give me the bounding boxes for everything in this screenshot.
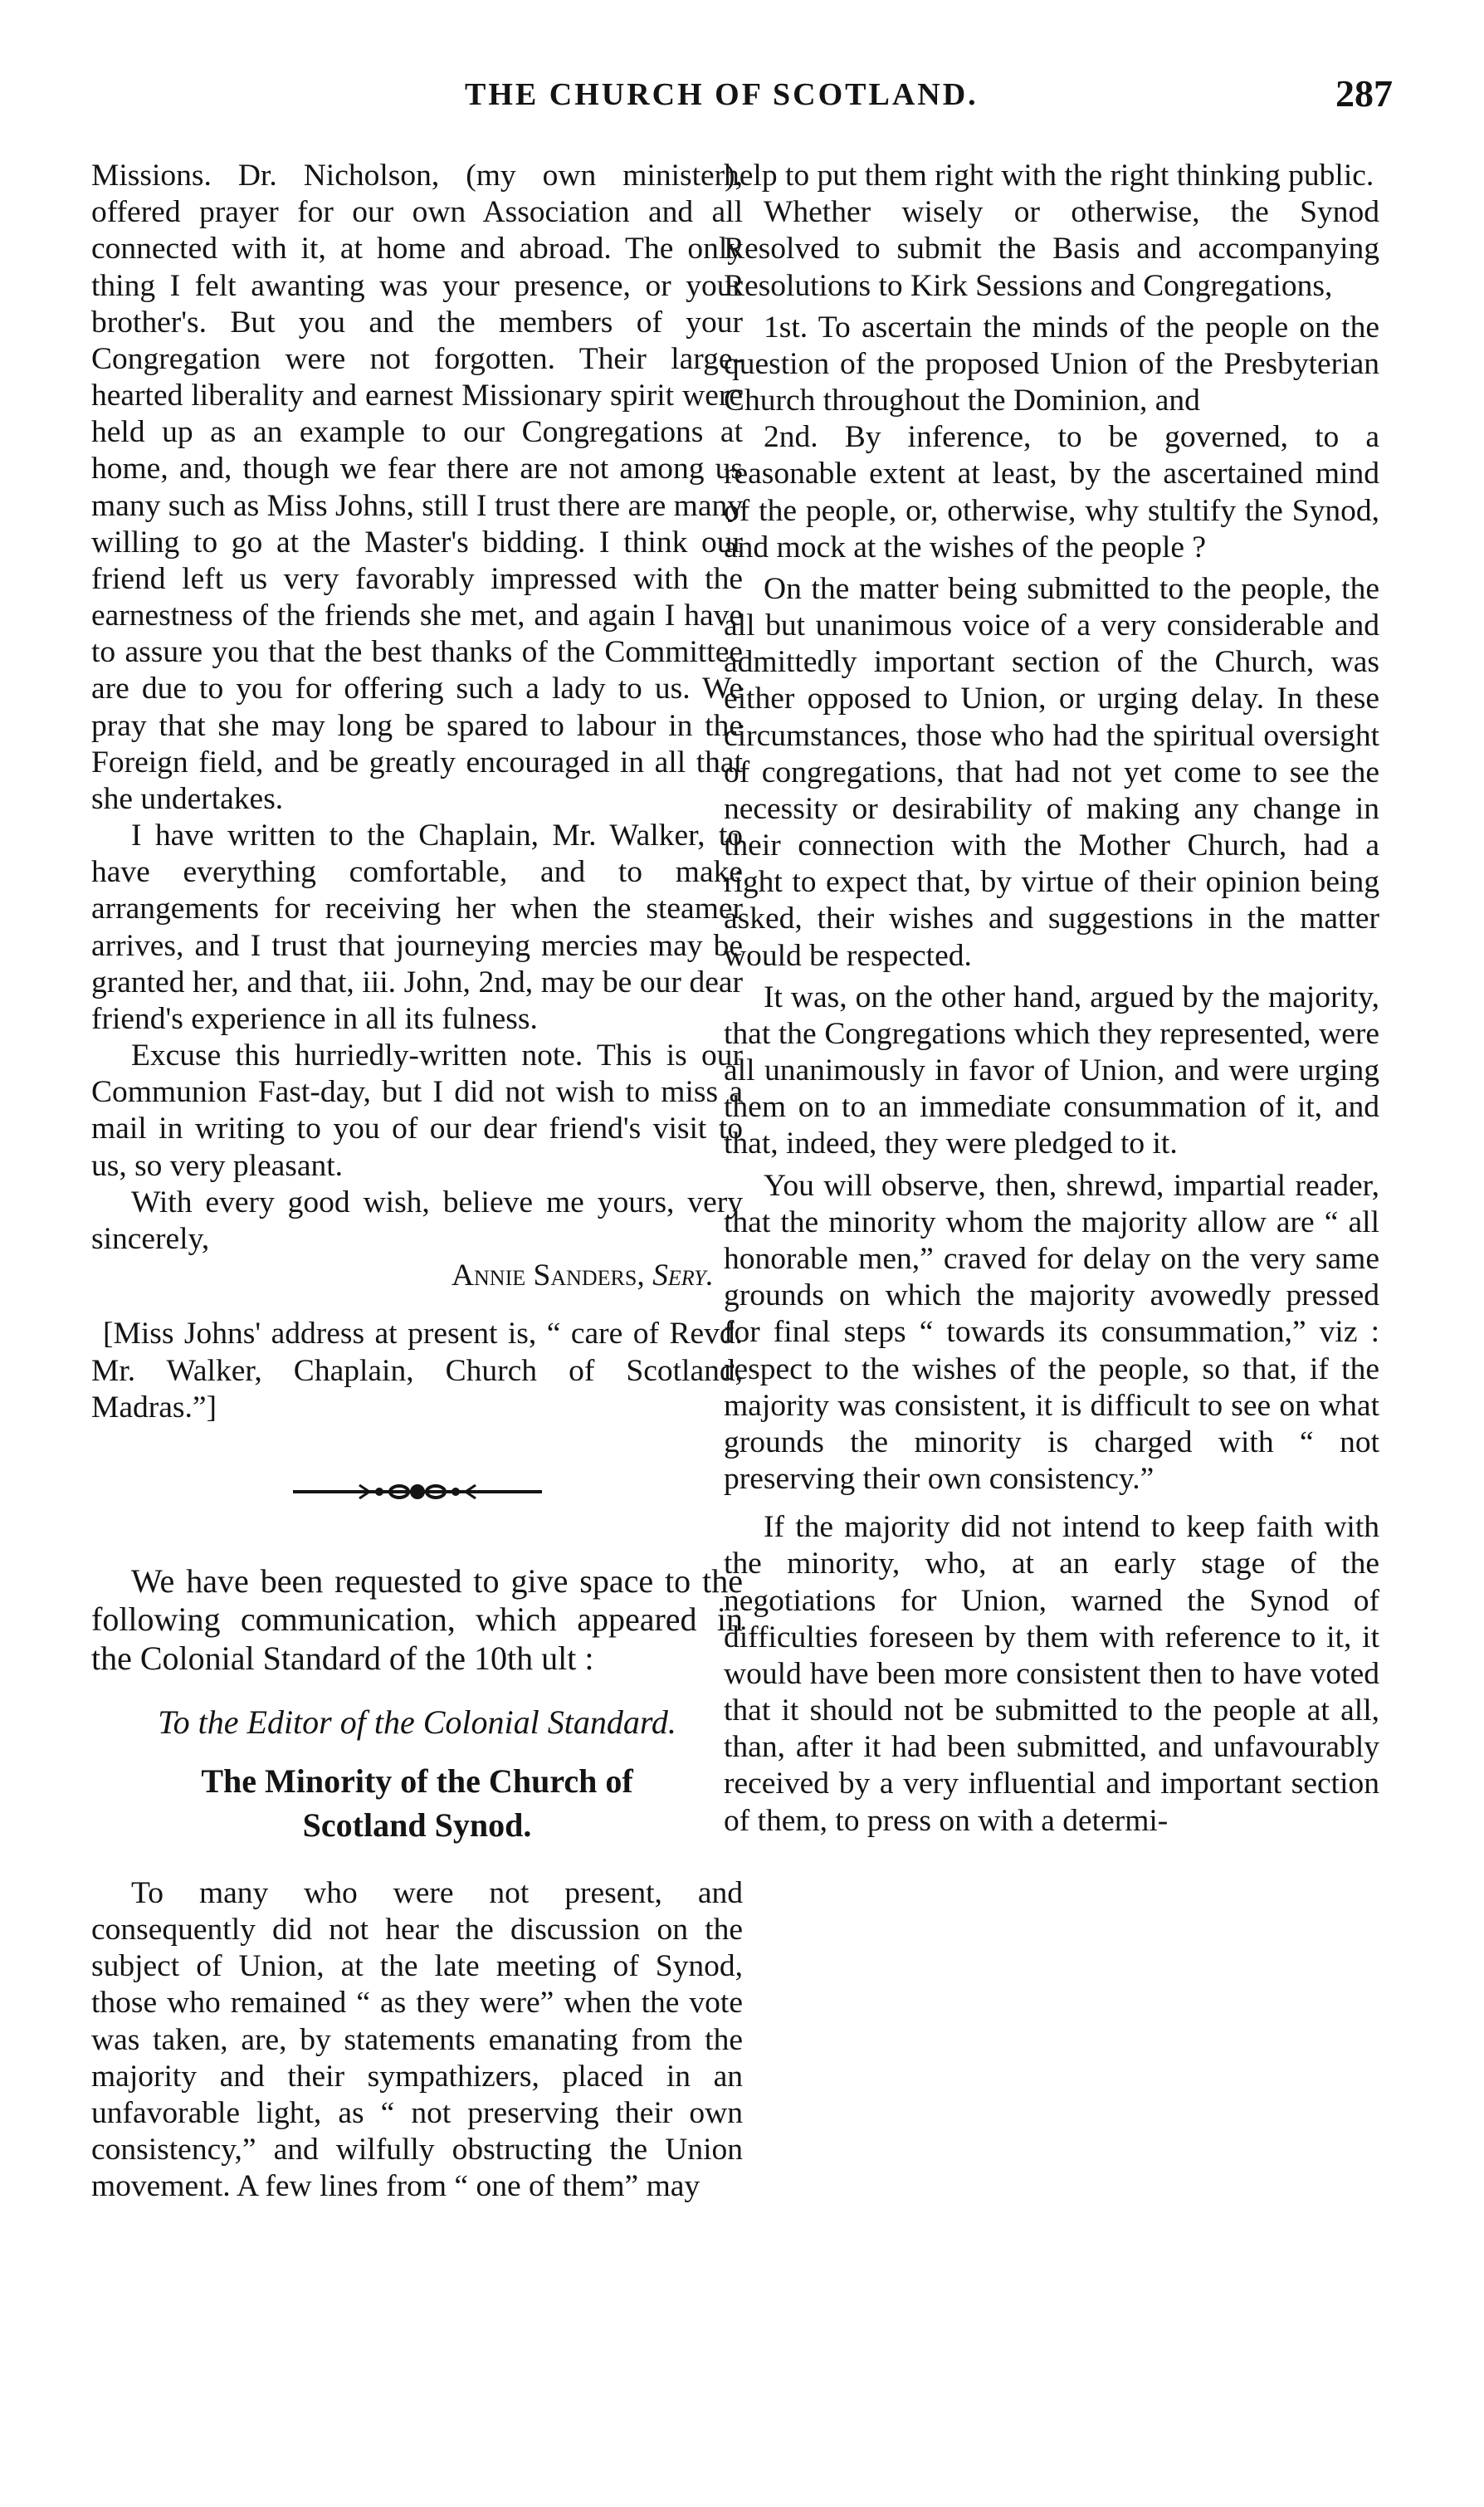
signature-title: Sery. bbox=[652, 1258, 714, 1293]
right-paragraph-8: If the majority did not intend to keep faith with the minority, who, at an early stage of the negotiations for Union, warned the Synod of difficulties foreseen by them with reference to it, it would have been more consistent then to have voted that it should not be submitted to the people at all, than, after it had been submitted, and unfavourably received by a very influential and important section of them, to press on with a determi- bbox=[724, 1510, 1379, 1838]
right-paragraph-2: Whether wisely or otherwise, the Synod Resolved to submit the Basis and accompanying Resolutions to Kirk Sessions and Congregations, bbox=[724, 195, 1379, 303]
intro-text: We have been requested to give space to the following communication, which appeared in the Colonial Standard of the 10th ult : bbox=[91, 1561, 743, 1677]
letter-paragraph-2: I have written to the Chaplain, Mr. Walker, to have everything comfortable, and to make arrangements for receiving her when the steamer arrives, and I trust that journeying mercies may be granted her, and that, iii. John, 2nd, may be our dear friend's experience in all its fulness. bbox=[91, 819, 743, 1036]
running-title: THE CHURCH OF SCOTLAND. bbox=[465, 77, 979, 112]
headline-line-1: The Minority of the Church of bbox=[201, 1762, 633, 1801]
salutation: To the Editor of the Colonial Standard. bbox=[158, 1703, 676, 1742]
ornament-icon bbox=[293, 1475, 542, 1508]
address-note: [Miss Johns' address at present is, “ care of Revd. Mr. Walker, Chaplain, Church of Scotland, Madras.”] bbox=[91, 1317, 743, 1425]
headline-line-2: Scotland Synod. bbox=[302, 1806, 532, 1844]
letter-paragraph-1: Missions. Dr. Nicholson, (my own minister), offered prayer for our own Association and all connected with it, at home and abroad. The only thing I felt awanting was your presence, or your brother's. But you and the members of your Congregation were not forgotten. Their large-hearted liberality and earnest Missionary spirit were held up as an example to our Congregations at home, and, though we fear there are not among us many such as Miss Johns, still I trust there are many willing to go at the Master's bidding. I think our friend left us very favorably impressed with the earnestness of the friends she met, and again I have to assure you that the best thanks of the Committee are due to you for offering such a lady to us. We pray that she may long be spared to labour in the Foreign field, and be greatly encouraged in all that she undertakes. bbox=[91, 159, 743, 816]
right-paragraph-7: You will observe, then, shrewd, impartial reader, that the minority whom the majority allow are “ all honorable men,” craved for delay on the very same grounds on which the majority avowedly pressed for final steps “ towards its consummation,” viz : respect to the wishes of the people, so that, if the majority was consistent, it is difficult to see on what grounds the minority is charged with “ not preserving their own consistency.” bbox=[724, 1168, 1379, 1497]
signature bbox=[91, 1258, 743, 1294]
left-column bbox=[91, 158, 743, 2205]
signature-name: Annie Sanders, bbox=[451, 1258, 645, 1293]
right-paragraph-6: It was, on the other hand, argued by the majority, that the Congregations which they represented, were all unanimously in favor of Union, and were urging them on to an immediate consummation of it, and that, indeed, they were pledged to it. bbox=[724, 980, 1379, 1161]
running-head bbox=[0, 72, 1484, 126]
intro-block bbox=[91, 1562, 743, 1678]
ornamental-divider bbox=[91, 1446, 743, 1537]
letter-paragraph-3: Excuse this hurriedly-written note. This is our Communion Fast-day, but I did not wish to miss a mail in writing to you of our dear friend's visit to us, so very pleasant. bbox=[91, 1038, 743, 1183]
right-column bbox=[724, 158, 1379, 1840]
letter-closing: With every good wish, believe me yours, very sincerely, bbox=[91, 1185, 743, 1256]
page-number: 287 bbox=[1335, 72, 1393, 115]
right-paragraph-3: 1st. To ascertain the minds of the people on the question of the proposed Union of the Presbyterian Church throughout the Dominion, and bbox=[724, 310, 1379, 418]
right-paragraph-1: help to put them right with the right thinking public. bbox=[724, 159, 1374, 193]
article-opening: To many who were not present, and consequently did not hear the discussion on the subject of Union, at the late meeting of Synod, those who remained “ as they were” when the vote was taken, are, by statements emanating from the majority and their sympathizers, placed in an unfavorable light, as “ not preserving their own consistency,” and wilfully obstructing the Union movement. A few lines from “ one of them” may bbox=[91, 1875, 743, 2204]
article-headline bbox=[91, 1760, 743, 1848]
right-paragraph-5: On the matter being submitted to the people, the all but unanimous voice of a very considerable and admittedly important section of the Church, was either opposed to Union, or urging delay. In these circumstances, those who had the spiritual oversight of congregations, that had not yet come to see the necessity or desirability of making any change in their connection with the Mother Church, had a right to expect that, by virtue of their opinion being asked, their wishes and suggestions in the matter would be respected. bbox=[724, 571, 1379, 973]
right-paragraph-4: 2nd. By inference, to be governed, to a reasonable extent at least, by the ascertained mind of the people, or, otherwise, why stultify the Synod, and mock at the wishes of the people ? bbox=[724, 420, 1379, 564]
